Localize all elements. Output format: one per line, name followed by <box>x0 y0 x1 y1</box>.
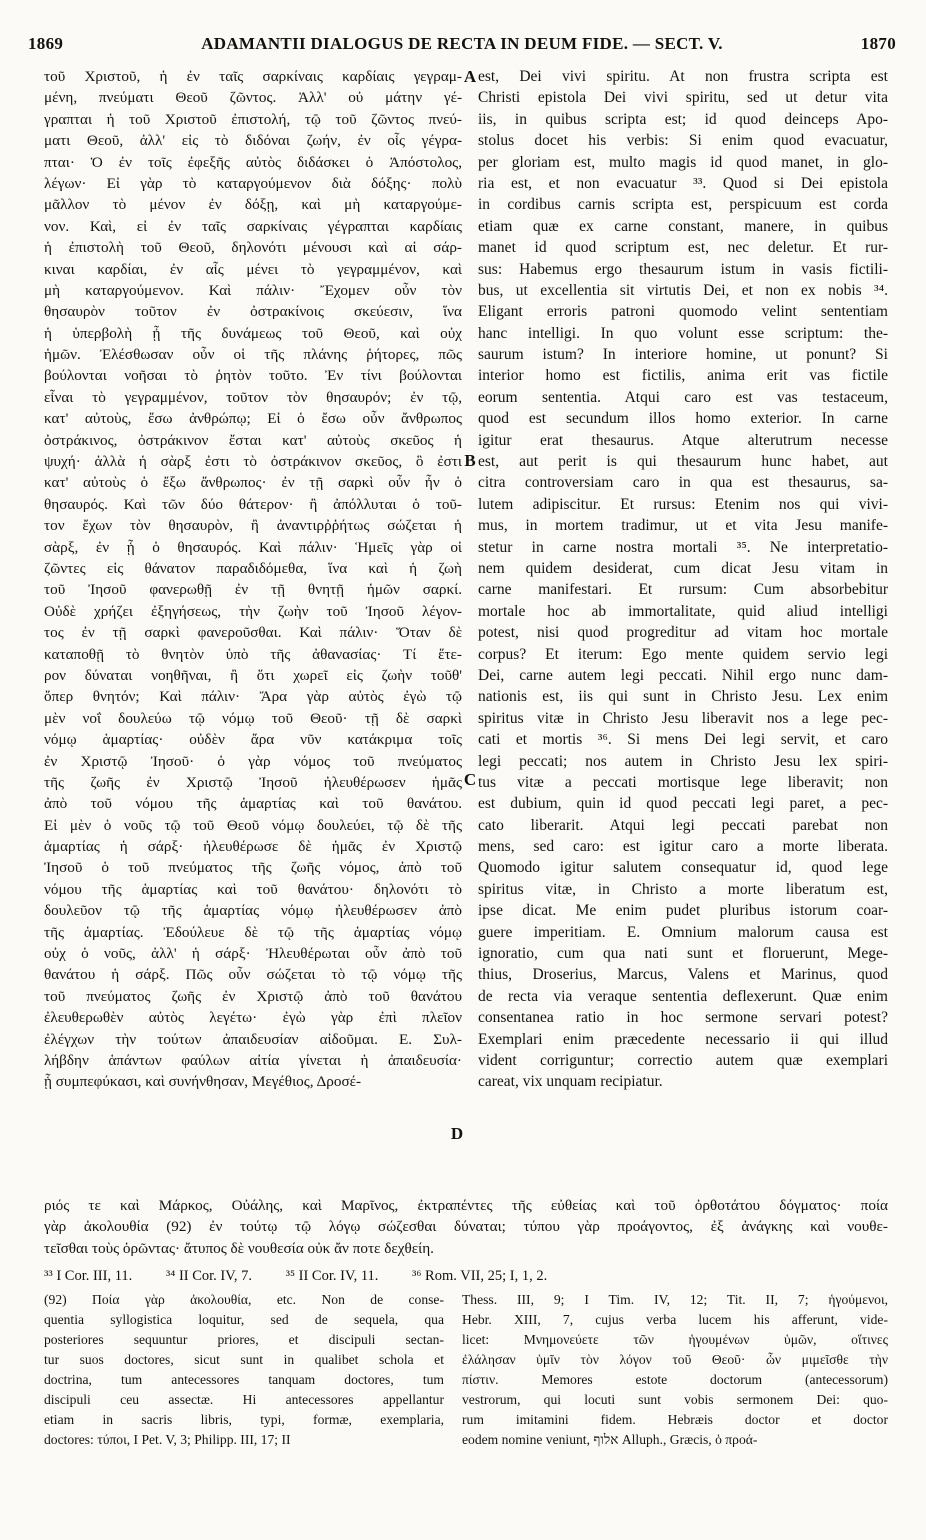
scripture-ref: ³⁴ II Cor. IV, 7. <box>165 1268 252 1284</box>
latin-text-line: nem quidem desiderat, cum dicat Jesu vitam in <box>478 559 888 577</box>
footnote-line: Hebr. XIII, 7, cujus verba lucem his afferunt, vide- <box>462 1312 888 1327</box>
greek-text-line: ψυχή· ἀλλὰ ἡ σὰρξ ἐστι τὸ ὀστράκινον σκεῦος, ὃ ἐστι <box>44 453 462 471</box>
greek-text-line: ἡμῶν. Ἐλέσθωσαν οὖν οἱ τῆς πλάνης ῥήτορες, πῶς <box>44 346 462 364</box>
greek-text-line: μᾶλλον τὸ μένον ἐν δόξῃ, καὶ μὴ καταργούμε- <box>44 196 462 214</box>
latin-text-line: hanc intelligi. In quo volunt esse scriptum: the- <box>478 324 888 342</box>
page-number-right: 1870 <box>860 34 896 53</box>
greek-text-line: Οὐδὲ χρήζει ἐξηγήσεως, τὴν ζωὴν τοῦ Ἰησοῦ λέγον- <box>44 602 462 620</box>
greek-text-line: ζῶντες εἰς θάνατον παραδιδόμεθα, ἵνα καὶ ἡ ζωὴ <box>44 559 462 577</box>
footnote-line: quentia syllogistica loquitur, sed de sequela, qua <box>44 1312 444 1327</box>
greek-text-line: Εἰ μὲν ὁ νοῦς τῷ τοῦ Θεοῦ νόμῳ δουλεύει, τῷ δὲ τῆς <box>44 816 462 834</box>
latin-text-line: cati et mortis ³⁶. Si mens Dei legi servit, et caro <box>478 731 888 749</box>
footnote-line: Thess. III, 9; I Tim. IV, 12; Tit. II, 7; ἡγούμενοι, <box>462 1292 888 1307</box>
footnote-line: rum imitamini fidem. Hebræis doctor et doctor <box>462 1412 888 1427</box>
latin-text-line: sus: Habemus ergo thesaurum istum in vasis fictili- <box>478 260 888 278</box>
latin-text-line: etiam quæ ex carne constant, manere, in quibus <box>478 217 888 235</box>
greek-text-line: μένη, πνεύματι Θεοῦ ζῶντος. Ἀλλ' οὐ μάτην γέ- <box>44 89 462 107</box>
scripture-ref: ³⁵ II Cor. IV, 11. <box>285 1268 379 1284</box>
greek-text-line: ᾗ συμπεφύκασι, καὶ συνήνθησαν, Μεγέθιος, Δροσέ- <box>44 1073 362 1091</box>
latin-text-line: mortale hoc ab immortalitate, quid aliud intelligi <box>478 602 888 620</box>
greek-text-line: τῆς ἁμαρτίας. Ἐδούλευε δὲ τῷ τῆς ἁμαρτίας νόμῳ <box>44 923 462 941</box>
footnote-right <box>462 1290 888 1450</box>
latin-text-line: Eligant erroris patroni quomodo velint sententiam <box>478 303 888 321</box>
running-title: ADAMANTII DIALOGUS DE RECTA IN DEUM FIDE. — SECT. V. <box>201 34 723 53</box>
greek-text-line: θησαυρός. Καὶ τῶν δύο θάτερον· ἢ ἀπόλλυται ὁ τοῦ- <box>44 495 462 513</box>
greek-text-line: τοῦ πνεύματος ζωῆς ἐν Χριστῷ ἀπὸ τοῦ θανάτου <box>44 987 462 1005</box>
latin-text-line: lutem adipiscitur. Et rursus: Etenim nos qui vivi- <box>478 495 888 513</box>
greek-text-line: σὰρξ, ἐν ᾗ ὁ θησαυρός. Καὶ πάλιν· Ἡμεῖς γὰρ οἱ <box>44 538 462 556</box>
latin-text-line: est, aut perit is qui thesaurum hunc habet, aut <box>478 453 888 471</box>
greek-text-line: καταποθῇ τὸ θνητὸν ὑπὸ τῆς ἀθανασίας· Τί ἕτε- <box>44 645 462 663</box>
latin-text-line: iis, in quibus scripta est; id quod deinceps Apo- <box>478 110 888 128</box>
greek-text-line: νόμῳ ἁμαρτίας· οὐδὲν ἄρα νῦν κατάκριμα τοῖς <box>44 731 462 749</box>
latin-text-line: igitur erat thesaurus. Atque alterutrum necesse <box>478 431 888 449</box>
margin-letter-b: B <box>464 451 476 470</box>
greek-text-line: ὅπερ θνητόν; Καὶ πάλιν· Ἄρα γὰρ αὐτὸς ἐγὼ τῷ <box>44 688 462 706</box>
greek-text-line: λέγων· Εἰ γὰρ τὸ καταργούμενον διὰ δόξης· πολὺ <box>44 174 462 192</box>
footnote-left <box>44 1290 444 1450</box>
latin-text-line: quod est secundum illos homo exterior. In carne <box>478 410 888 428</box>
greek-text-line: πται· Ὁ ἐν τοῖς ἐφεξῆς αὐτὸς διδάσκει ὁ Ἀπόστολος, <box>44 153 462 171</box>
footnote-line: (92) Ποία γὰρ ἀκολουθία, etc. Non de conse- <box>44 1292 444 1307</box>
latin-text-line: Exemplari enim præcedente necessario ii qui illud <box>478 1030 888 1048</box>
latin-text-line: vident corriguntur; correctio autem quæ exemplari <box>478 1051 888 1069</box>
greek-text-line: θησαυρὸν τοῦτον ἐν ὀστρακίνοις σκεύεσιν, ἵνα <box>44 303 462 321</box>
greek-text-line: κατ' αὐτοὺς, ἔσω ἀνθρώπῳ; Εἰ ὁ ἔσω οὖν ἄνθρωπος <box>44 410 462 428</box>
footnote-line: tur suos doctores, sicut sunt in qualibet schola et <box>44 1352 444 1367</box>
greek-text-line: μὴ καταργούμενον. Καὶ πάλιν· Ἔχομεν οὖν τὸν <box>44 281 462 299</box>
greek-text-line: οὐχ ὁ νοῦς, ἀλλ' ἡ σάρξ· Ἠλευθέρωται οὖν ἀπὸ τοῦ <box>44 945 462 963</box>
latin-text-line: mus, in mortem tradimur, ut et vita Jesu manife- <box>478 517 888 535</box>
latin-text-line: ipse dicat. Me enim pudet pluribus istorum coar- <box>478 902 888 920</box>
scripture-ref: ³⁶ Rom. VII, 25; I, 1, 2. <box>412 1268 548 1284</box>
latin-text-line: carne manifestari. Et rursum: Cum absorbebitur <box>478 581 888 599</box>
greek-text-line: βούλονται νοῆσαι τὸ ῥητὸν τοῦτο. Ἐν τίνι βούλονται <box>44 367 462 385</box>
latin-text-line: spiritus vitæ, in Christo a morte liberatum est, <box>478 880 888 898</box>
greek-text-line: δουλεῦον τῷ τῆς ἁμαρτίας νόμῳ ἠλευθέρωσεν ἀπὸ <box>44 902 462 920</box>
full-width-text <box>44 1195 888 1259</box>
greek-text-line: κιναι καρδίαι, ἐν αἷς μένει τὸ γεγραμμένον, καὶ <box>44 260 462 278</box>
latin-text-line: Christi epistola Dei vivi spiritu, sed ut detur vita <box>478 89 888 107</box>
footnote-line: licet: Μνημονεύετε τῶν ἡγουμένων ὑμῶν, οἵτινες <box>462 1332 888 1347</box>
latin-text-line: guere imperitiam. E. Omnium malorum causa est <box>478 923 888 941</box>
greek-text-line: ματι Θεοῦ, ἀλλ' εἰς τὸ διδόναι ζωήν, ἐν οἷς γέγρα- <box>44 132 462 150</box>
margin-letter-c: C <box>463 770 477 789</box>
greek-text-line: ἐν Χριστῷ Ἰησοῦ· ὁ γὰρ νόμος τοῦ πνεύματος <box>44 752 462 770</box>
greek-text-line: ἡ ἐπιστολὴ τοῦ Θεοῦ, δηλονότι μένουσι καὶ αἱ σάρ- <box>44 239 462 257</box>
latin-text-line: tus vitæ a peccati mortisque lege liberavit; non <box>478 773 888 791</box>
latin-text-line: spiritus vitæ in Christo Jesu liberavit nos a lege pec- <box>478 709 888 727</box>
latin-text-line: corpus? Et iterum: Ego mente quidem servio legi <box>478 645 888 663</box>
greek-text-line: ἐλέγχων τὴν τούτων ἀπαιδευσίαν αἰδοῦμαι. Ε. Συλ- <box>44 1030 462 1048</box>
latin-text-line: nationis est, iis qui sunt in Christo Jesu. Lex enim <box>478 688 888 706</box>
latin-text-line: legi peccati; nos autem in Christo Jesu lex spiri- <box>478 752 888 770</box>
latin-text-line: est dubium, quin id quod peccati legi paret, a pec- <box>478 795 888 813</box>
margin-letter-d: D <box>450 1124 464 1143</box>
page-header <box>28 34 896 60</box>
footnote-line: eodem nomine veniunt, אלוף Alluph., Græcis, ὁ προά- <box>462 1432 758 1447</box>
latin-text-line: saurum istum? In interiore homine, ut ponunt? Si <box>478 346 888 364</box>
footnote-line: vestrorum, qui locuti sunt vobis sermonem Dei: quo- <box>462 1392 888 1407</box>
margin-letter-a: A <box>463 67 477 86</box>
greek-text-line: τοῦ Ἰησοῦ φανερωθῇ ἐν τῇ θνητῇ ἡμῶν σαρκί. <box>44 581 462 599</box>
greek-text-line: ἐλευθερωθὲν αὐτὸς λεγέτω· ἐγὼ γὰρ ἐπὶ πλεῖον <box>44 1009 462 1027</box>
latin-text-line: Dei, carne autem legi peccati. Nihil ergo nunc dam- <box>478 666 888 684</box>
latin-text-line: eorum sententia. Atqui caro est vas testaceum, <box>478 388 888 406</box>
latin-text-line: bus, ut excellentia sit virtutis Dei, et non ex nobis ³⁴. <box>478 281 888 299</box>
page-number-left: 1869 <box>28 34 64 53</box>
latin-text-line: interior homo est fictilis, anima erit vas fictile <box>478 367 888 385</box>
latin-text-line: potest, nisi quod progreditur ad vitam hoc mortale <box>478 624 888 642</box>
latin-text-line: de recta via veraque sententia deflexerunt. Quæ enim <box>478 987 888 1005</box>
greek-text-line: ὀστράκινος, ὀστράκινον ἔσται κατ' αὐτοὺς σκεῦος ἡ <box>44 431 462 449</box>
greek-text-line: μὲν νοΐ δουλεύω τῷ νόμῳ τοῦ Θεοῦ· τῇ δὲ σαρκὶ <box>44 709 462 727</box>
latin-text-line: careat, vix unquam recipiatur. <box>478 1073 663 1091</box>
greek-text-line: θανάτου ἡ σάρξ. Πῶς οὖν σώζεται τὸ τῷ νόμῳ τῆς <box>44 966 462 984</box>
full-width-text-line: ριός τε καὶ Μάρκος, Οὐάλης, καὶ Μαρῖνος, ἐκτραπέντες τῆς εὐθείας καὶ τοῦ ὀρθοτάτου δόγματος· ποία <box>44 1197 888 1214</box>
footnote-line: πίστιν. Memores estote doctorum (antecessorum) <box>462 1372 888 1387</box>
latin-text-line: ria est, et non evacuatur ³³. Quod si Dei epistola <box>478 174 888 192</box>
latin-text-line: cato liberarit. Atqui legi peccati parebat non <box>478 816 888 834</box>
greek-text-line: ἁμαρτίας ἡ σάρξ· ἠλευθέρωσε δὲ ἡμᾶς ἐν Χριστῷ <box>44 838 462 856</box>
latin-text-line: consentanea ratio in hoc sermone servari potest? <box>478 1009 888 1027</box>
greek-text-line: εἶναι τὸ γεγραμμένον, τοῦτον τὸν θησαυρόν; ἐν τῷ, <box>44 388 462 406</box>
latin-text-line: Quomodo igitur salutem consequatur id, quod lege <box>478 859 888 877</box>
greek-text-line: λήβδην ἁπάντων φαύλων αἰτία γίνεται ἡ ἀπαιδευσία· <box>44 1051 462 1069</box>
latin-text-line: ignoratio, cum qua nati sunt et floruerunt, Mege- <box>478 945 888 963</box>
footnote-line: etiam in sacris libris, typi, formæ, exemplaria, <box>44 1412 444 1427</box>
footnote-line: doctores: τύποι, I Pet. V, 3; Philipp. III, 17; II <box>44 1432 291 1447</box>
greek-text-line: κατ' αὐτοὺς ὁ ἔξω ἄνθρωπος· ἐν τῇ σαρκὶ οὖν ἦν ὁ <box>44 474 462 492</box>
greek-column <box>44 66 462 1093</box>
footnote-line: ἐλάλησαν ὑμῖν τὸν λόγον τοῦ Θεοῦ· ὧν μιμεῖσθε τὴν <box>462 1352 888 1367</box>
scripture-references <box>44 1264 888 1288</box>
greek-text-line: ρον δύναται νοηθῆναι, ἢ ὅτι χωρεῖ εἰς ζωὴν τοῦθ' <box>44 666 462 684</box>
greek-text-line: τῆς ζωῆς ἐν Χριστῷ Ἰησοῦ ἠλευθέρωσεν ἡμᾶς <box>44 773 462 791</box>
full-width-text-line: τεῖσθαι τοὺς ὁρῶντας· ἄτυπος δὲ νουθεσία οὐκ ἄν ποτε δεχθείη. <box>44 1239 434 1257</box>
full-width-text-line: γὰρ ἀκολουθία (92) ἐν τούτῳ τῷ λόγῳ σώζεσθαι δύναται; τύπου γὰρ προάγοντος, ἐξ ἀνάγκης καὶ νουθε- <box>44 1218 888 1236</box>
greek-text-line: νον. Καὶ, εἰ ἐν ταῖς σαρκίναις γέγραπται καρδίαις <box>44 217 462 235</box>
greek-text-line: ἡ ὑπερβολὴ ᾖ τῆς δυνάμεως τοῦ Θεοῦ, καὶ οὐχ <box>44 324 462 342</box>
latin-text-line: per gloriam est, multo magis id quod manet, in glo- <box>478 153 888 171</box>
greek-text-line: νόμου τῆς ἁμαρτίας καὶ τοῦ θανάτου· δηλονότι τὸ <box>44 880 462 898</box>
footnote-line: discipuli ceu assectæ. Hi antecessores appellantur <box>44 1392 444 1407</box>
latin-text-line: est, Dei vivi spiritu. At non frustra scripta est <box>478 68 888 85</box>
latin-text-line: citra controversiam caro in qua est thesaurus, sa- <box>478 474 888 492</box>
footnote-line: doctrina, tum antecessores tanquam doctores, tum <box>44 1372 444 1387</box>
latin-text-line: stetur in carne nostra mortali ³⁵. Ne interpretatio- <box>478 538 888 556</box>
greek-text-line: γραπται ἡ τοῦ Χριστοῦ ἐπιστολή, τῷ τοῦ ζῶντος πνεύ- <box>44 110 462 128</box>
greek-text-line: τοῦ Χριστοῦ, ἡ ἐν ταῖς σαρκίναις καρδίαις γεγραμ- <box>44 68 462 85</box>
scripture-ref: ³³ I Cor. III, 11. <box>44 1268 133 1284</box>
latin-text-line: thius, Droserius, Marcus, Valens et Marinus, quod <box>478 966 888 984</box>
footnote-line: posteriores sequuntur priores, et discipuli sectan- <box>44 1332 444 1347</box>
latin-text-line: manet id quod scriptum est, nec deletur. Et rur- <box>478 239 888 257</box>
latin-column <box>478 66 888 1093</box>
latin-text-line: mens, sed caro: est igitur caro a morte liberata. <box>478 838 888 856</box>
greek-text-line: τον ἔχων τὸν θησαυρὸν, ἢ ἀναντιρῤῥήτως σώζεται ἡ <box>44 517 462 535</box>
greek-text-line: ἀπὸ τοῦ νόμου τῆς ἁμαρτίας καὶ τοῦ θανάτου. <box>44 795 462 813</box>
latin-text-line: in cordibus carnis scripta est, perspicuum est corda <box>478 196 888 214</box>
latin-text-line: stolus docet his verbis: Si enim quod evacuatur, <box>478 132 888 150</box>
greek-text-line: τος ἐν τῇ σαρκὶ φανεροῦσθαι. Καὶ πάλιν· Ὅταν δὲ <box>44 624 462 642</box>
greek-text-line: Ἰησοῦ ὁ τοῦ πνεύματος τῆς ζωῆς νόμος, ἀπὸ τοῦ <box>44 859 462 877</box>
